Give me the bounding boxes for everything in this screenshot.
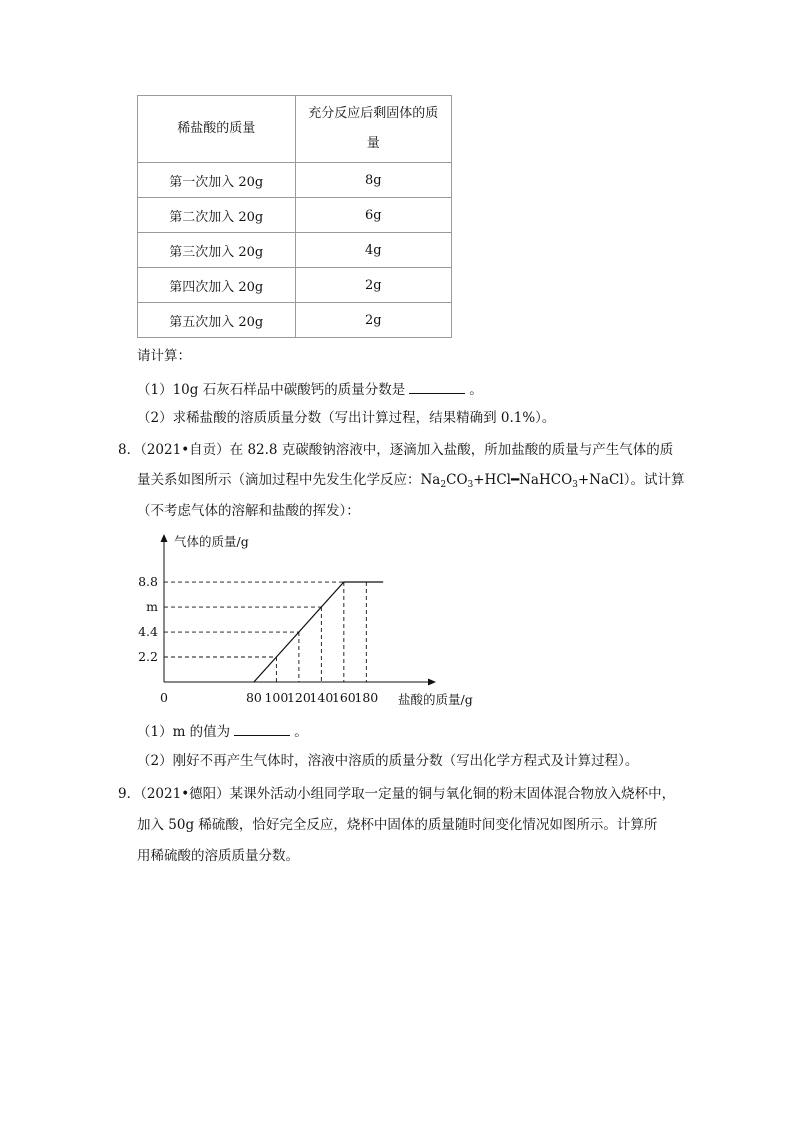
table-row — [138, 233, 452, 268]
table-cell-solid: 2g — [295, 268, 452, 303]
x-axis-arrow — [428, 679, 436, 686]
q8-sub-3b: 3 — [572, 480, 578, 490]
series-line — [254, 582, 383, 682]
x-tick-label: 120 — [286, 690, 311, 705]
header-remaining-solid-line2: 量 — [366, 136, 380, 151]
chart-labels — [138, 534, 473, 707]
x-tick-label: 160 — [331, 690, 356, 705]
q8-line2-a: 量关系如图所示（滴加过程中先发生化学反应：Na — [137, 472, 441, 488]
table-row — [138, 303, 452, 338]
x-tick-label: 180 — [354, 690, 379, 705]
q7-answer-blank — [409, 379, 465, 394]
table-cell-acid: 第五次加入 20g — [138, 303, 296, 338]
q8-line2-b: +HCl━NaHCO — [473, 472, 573, 488]
table-row — [138, 163, 452, 198]
table-cell-acid: 第一次加入 20g — [138, 163, 296, 198]
chart-guides — [164, 582, 366, 682]
q8-part1 — [137, 721, 308, 742]
table-cell-acid: 第二次加入 20g — [138, 198, 296, 233]
header-acid-mass: 稀盐酸的质量 — [138, 96, 296, 163]
y-tick-label: m — [146, 599, 158, 615]
q8-part2: （2）刚好不再产生气体时，溶液中溶质的质量分数（写出化学方程式及计算过程）。 — [137, 753, 639, 769]
table-header-row — [138, 96, 452, 163]
q8-part1-text: （1）m 的值为 — [137, 724, 231, 740]
x-tick-label: 140 — [309, 690, 334, 705]
q7-part2: （2）求稀盐酸的溶质质量分数（写出计算过程，结果精确到 0.1%）。 — [137, 410, 556, 426]
q7-prompt: 请计算： — [137, 348, 191, 364]
x-tick-label: 100 — [264, 690, 289, 705]
q7-part1-end: 。 — [469, 382, 483, 398]
y-tick-label: 4.4 — [138, 624, 158, 640]
chart-axes — [161, 534, 437, 686]
table-row — [138, 198, 452, 233]
q9-line1: 9．（2021•德阳）某课外活动小组同学取一定量的铜与氧化铜的粉末固体混合物放入烧杯中， — [118, 786, 676, 802]
q8-line1: 8．（2021•自贡）在 82.8 克碳酸钠溶液中，逐滴加入盐酸，所加盐酸的质量与产生气体的质 — [118, 442, 674, 458]
q9-line3: 用稀硫酸的溶质质量分数。 — [137, 848, 299, 864]
origin-label: 0 — [160, 690, 168, 705]
q9-line2: 加入 50g 稀硫酸，恰好完全反应，烧杯中固体的质量随时间变化情况如图所示。计算所 — [137, 817, 658, 833]
gas-mass-chart — [130, 530, 500, 720]
table-cell-acid: 第四次加入 20g — [138, 268, 296, 303]
x-tick-label: 80 — [245, 690, 262, 705]
y-tick-label: 8.8 — [138, 574, 158, 590]
q8-sub-3a: 3 — [467, 480, 474, 490]
y-tick-label: 2.2 — [138, 649, 158, 665]
q8-answer-blank — [234, 721, 290, 736]
header-remaining-solid — [295, 96, 452, 163]
q7-part1-text: （1）10g 石灰石样品中碳酸钙的质量分数是 — [137, 382, 406, 398]
y-axis-label: 气体的质量/g — [174, 534, 249, 549]
table-cell-acid: 第三次加入 20g — [138, 233, 296, 268]
y-axis-arrow — [161, 534, 168, 542]
chart-series — [254, 582, 383, 682]
q8-sub-2: 2 — [440, 480, 447, 490]
table-cell-solid: 6g — [295, 198, 452, 233]
q8-co: CO — [446, 472, 468, 488]
table-cell-solid: 2g — [295, 303, 452, 338]
header-remaining-solid-line1: 充分反应后剩固体的质 — [308, 106, 439, 121]
results-table — [137, 95, 452, 338]
table-cell-solid: 8g — [295, 163, 452, 198]
q7-part1 — [137, 379, 483, 400]
q8-line3: （不考虑气体的溶解和盐酸的挥发）： — [137, 503, 360, 519]
q8-line2 — [137, 470, 684, 495]
q8-line2-c: +NaCl）。试计算 — [577, 472, 685, 488]
table-row — [138, 268, 452, 303]
table-cell-solid: 4g — [295, 233, 452, 268]
q8-part1-end: 。 — [294, 724, 308, 740]
x-axis-label: 盐酸的质量/g — [398, 692, 473, 707]
